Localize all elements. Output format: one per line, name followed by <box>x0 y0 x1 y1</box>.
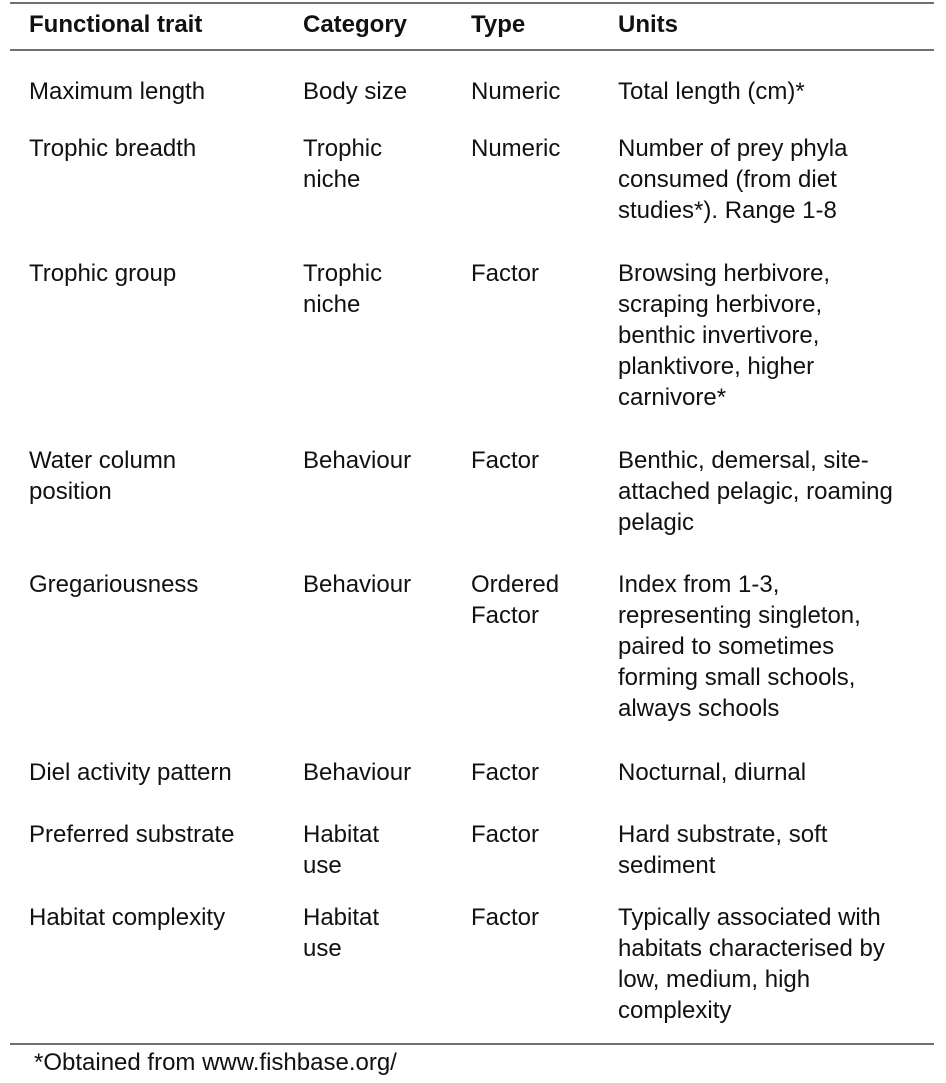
row-1-category: Trophic niche <box>303 135 383 193</box>
row-4-type: Ordered Factor <box>471 571 560 629</box>
header-type: Type <box>471 11 526 38</box>
row-0-units: Total length (cm)* <box>618 78 805 105</box>
header-units: Units <box>618 11 678 38</box>
row-1-type: Numeric <box>471 135 561 162</box>
row-5-type: Factor <box>471 759 540 786</box>
row-7-category: Habitat use <box>303 904 380 962</box>
row-2-type: Factor <box>471 260 540 287</box>
row-1-units: Number of prey phyla consumed (from diet studies*). Range 1-8 <box>618 135 848 224</box>
row-0-category: Body size <box>303 78 408 105</box>
header-rule <box>10 49 934 51</box>
row-3-trait: Water column position <box>29 447 177 505</box>
row-0-trait: Maximum length <box>29 78 206 105</box>
row-3-units: Benthic, demersal, site- attached pelagic, roaming pelagic <box>618 447 893 536</box>
row-5-units: Nocturnal, diurnal <box>618 759 807 786</box>
row-6-trait: Preferred substrate <box>29 821 235 848</box>
row-3-type: Factor <box>471 447 540 474</box>
row-4-category: Behaviour <box>303 571 412 598</box>
table-top-rule <box>10 2 934 4</box>
table-footnote: *Obtained from www.fishbase.org/ <box>34 1049 397 1076</box>
row-7-type: Factor <box>471 904 540 931</box>
row-5-category: Behaviour <box>303 759 412 786</box>
row-7-units: Typically associated with habitats characterised by low, medium, high complexity <box>618 904 885 1024</box>
row-5-trait: Diel activity pattern <box>29 759 232 786</box>
header-functional-trait: Functional trait <box>29 11 203 38</box>
row-0-type: Numeric <box>471 78 561 105</box>
header-category: Category <box>303 11 408 38</box>
row-6-category: Habitat use <box>303 821 380 879</box>
row-2-trait: Trophic group <box>29 260 177 287</box>
row-6-type: Factor <box>471 821 540 848</box>
row-1-trait: Trophic breadth <box>29 135 197 162</box>
row-7-trait: Habitat complexity <box>29 904 226 931</box>
row-6-units: Hard substrate, soft sediment <box>618 821 828 879</box>
row-2-category: Trophic niche <box>303 260 383 318</box>
row-4-units: Index from 1-3, representing singleton, paired to sometimes forming small schools, always schools <box>618 571 861 722</box>
table-bottom-rule <box>10 1043 934 1045</box>
row-2-units: Browsing herbivore, scraping herbivore, benthic invertivore, planktivore, higher carnivore* <box>618 260 831 411</box>
row-4-trait: Gregariousness <box>29 571 199 598</box>
row-3-category: Behaviour <box>303 447 412 474</box>
